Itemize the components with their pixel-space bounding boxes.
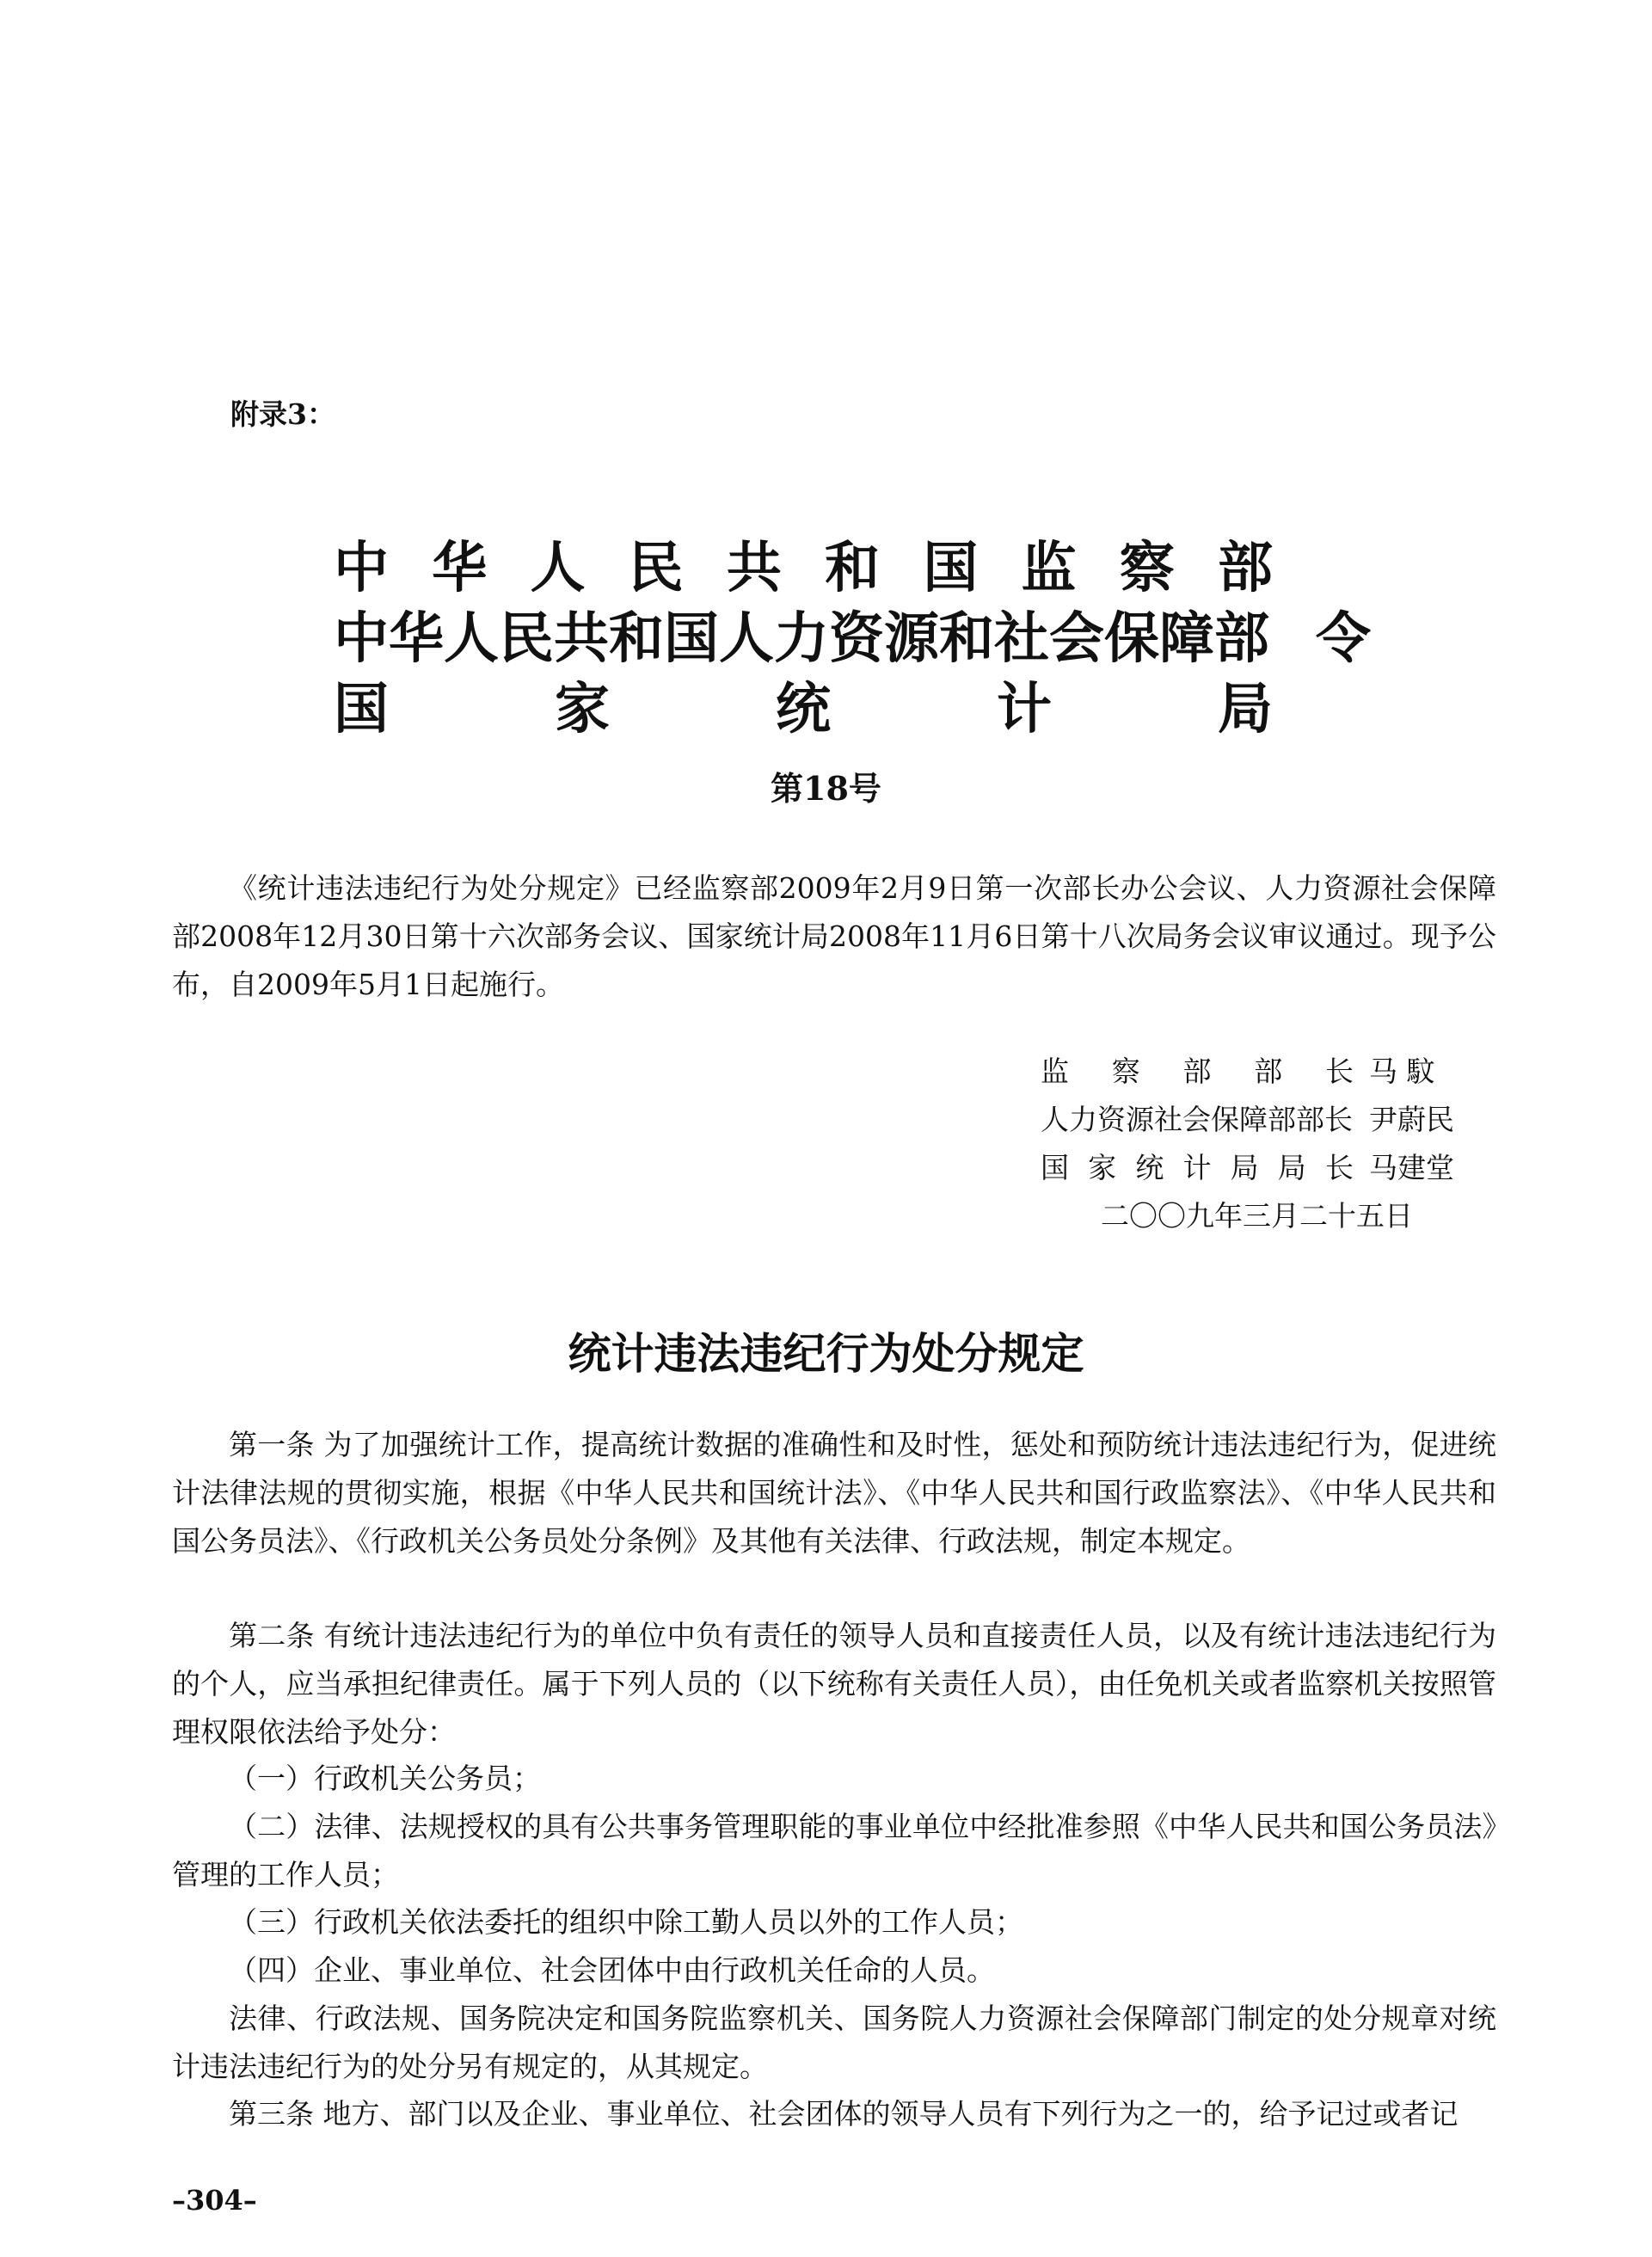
title-char: 和 bbox=[825, 536, 881, 600]
page-number: –304– bbox=[172, 2184, 257, 2217]
signatory-title-char: 部 bbox=[1182, 1055, 1212, 1088]
signatory-title-char: 局 bbox=[1230, 1151, 1259, 1184]
title-char: 计 bbox=[997, 677, 1052, 741]
signatory-title bbox=[1041, 1144, 1354, 1192]
title-char: 察 bbox=[1119, 536, 1175, 600]
decree-title-line-1 bbox=[334, 533, 1452, 604]
title-char: 统 bbox=[776, 677, 831, 741]
signatory-row bbox=[1041, 1144, 1488, 1192]
title-char: 部 bbox=[1217, 536, 1273, 600]
decree-title-line-2-text: 中华人民共和国人力资源和社会保障部 bbox=[334, 606, 1269, 671]
article-3: 第三条 地方、部门以及企业、事业单位、社会团体的领导人员有下列行为之一的，给予记过或者记 bbox=[229, 2097, 1459, 2131]
title-char: 国 bbox=[334, 677, 389, 741]
title-char: 局 bbox=[1218, 677, 1273, 741]
signatory-title-char: 家 bbox=[1088, 1151, 1117, 1184]
decree-title-suffix: 令 bbox=[1316, 606, 1371, 671]
signatory-title bbox=[1041, 1048, 1354, 1096]
signatory-title-char: 统 bbox=[1135, 1151, 1164, 1184]
article-2-item: （四）企业、事业单位、社会团体中由行政机关任命的人员。 bbox=[229, 1953, 995, 1987]
article-2-item: （一）行政机关公务员； bbox=[229, 1762, 541, 1795]
signatory-block bbox=[1041, 1048, 1488, 1240]
promulgation-paragraph: 《统计违法违纪行为处分规定》已经监察部2009年2月9日第一次部长办公会议、人力资源社会保障部2008年12月30日第十六次部务会议、国家统计局2008年11月6日第十八次局务会议审议通过。现予公布，自2009年5月1日起施行。 bbox=[172, 871, 1496, 1001]
title-char: 中 bbox=[334, 536, 389, 600]
title-char: 人 bbox=[530, 536, 586, 600]
signatory-title-char: 监 bbox=[1041, 1055, 1069, 1088]
signatory-row bbox=[1041, 1048, 1488, 1096]
signatory-row bbox=[1041, 1096, 1488, 1144]
decree-title bbox=[334, 533, 1452, 745]
signatory-title-char: 部 bbox=[1254, 1055, 1283, 1088]
signatory-title-char: 局 bbox=[1277, 1151, 1306, 1184]
appendix-label: 附录3： bbox=[230, 397, 335, 431]
regulation-title: 统计违法违纪行为处分规定 bbox=[568, 1328, 1084, 1379]
article-2-item: （三）行政机关依法委托的组织中除工勤人员以外的工作人员； bbox=[229, 1905, 1023, 1939]
signatory-name: 马建堂 bbox=[1369, 1151, 1454, 1184]
signatory-title-char: 计 bbox=[1182, 1151, 1212, 1184]
signing-date: 二〇〇九年三月二十五日 bbox=[1101, 1199, 1413, 1233]
decree-title-line-3 bbox=[334, 674, 1452, 745]
title-char: 家 bbox=[555, 677, 610, 741]
signatory-title-char: 国 bbox=[1041, 1151, 1069, 1184]
signatory-title-char: 长 bbox=[1324, 1151, 1354, 1184]
signatory-title: 人力资源社会保障部部长 bbox=[1041, 1103, 1353, 1136]
signatory-name: 尹蔚民 bbox=[1369, 1103, 1454, 1136]
title-char: 监 bbox=[1021, 536, 1077, 600]
title-char: 国 bbox=[923, 536, 979, 600]
article-2: 第二条 有统计违法违纪行为的单位中负有责任的领导人员和直接责任人员，以及有统计违法违纪行为的个人，应当承担纪律责任。属于下列人员的（以下统称有关责任人员），由任免机关或者监察机关按照管理权限依法给予处分： bbox=[172, 1619, 1496, 1749]
decree-number: 第18号 bbox=[771, 769, 881, 808]
article-2-item: （二）法律、法规授权的具有公共事务管理职能的事业单位中经批准参照《中华人民共和国公务员法》管理的工作人员； bbox=[172, 1810, 1496, 1891]
title-char: 民 bbox=[628, 536, 684, 600]
signatory-name: 马 馼 bbox=[1369, 1055, 1435, 1088]
signatory-title-char: 长 bbox=[1325, 1055, 1354, 1088]
title-char: 共 bbox=[726, 536, 782, 600]
decree-title-line-2 bbox=[334, 604, 1452, 674]
article-2-tail: 法律、行政法规、国务院决定和国务院监察机关、国务院人力资源社会保障部门制定的处分规章对统计违法违纪行为的处分另有规定的，从其规定。 bbox=[172, 2002, 1496, 2083]
article-1: 第一条 为了加强统计工作，提高统计数据的准确性和及时性，惩处和预防统计违法违纪行为，促进统计法律法规的贯彻实施，根据《中华人民共和国统计法》、《中华人民共和国行政监察法》、《中华人民共和国公务员法》、《行政机关公务员处分条例》及其他有关法律、行政法规，制定本规定。 bbox=[172, 1428, 1496, 1558]
title-char: 华 bbox=[432, 536, 488, 600]
signatory-title-char: 察 bbox=[1111, 1055, 1140, 1088]
